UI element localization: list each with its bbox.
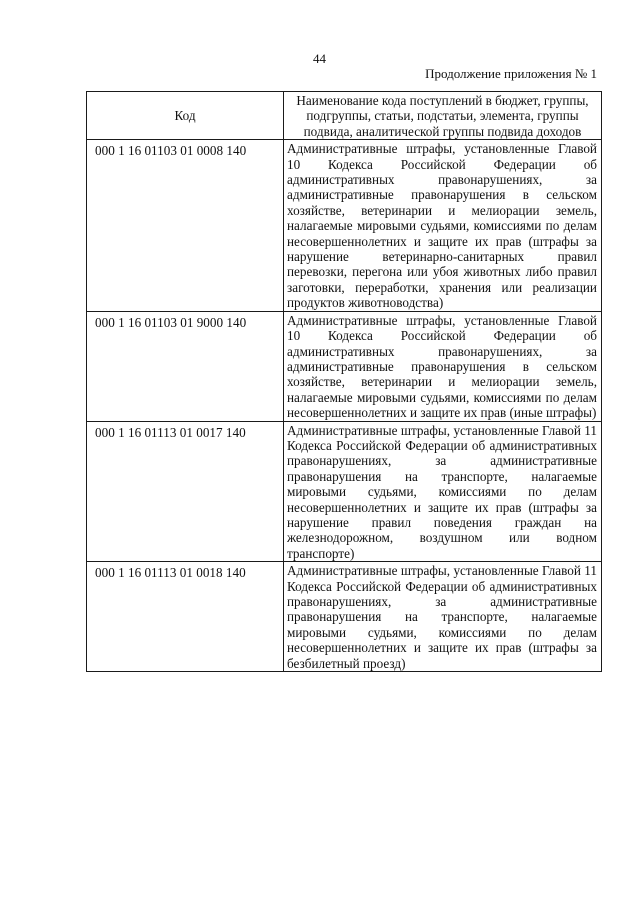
- appendix-continuation-note: Продолжение приложения № 1: [425, 66, 597, 81]
- row-code: 000 1 16 01103 01 9000 140: [87, 311, 284, 421]
- row-code: 000 1 16 01113 01 0017 140: [87, 421, 284, 562]
- table-row: [87, 140, 602, 311]
- header-name: Наименование кода поступлений в бюджет, группы, подгруппы, статьи, подстатьи, элемента, группы подвида, аналитической группы подвида доходов: [284, 92, 602, 140]
- row-code: 000 1 16 01113 01 0018 140: [87, 562, 284, 672]
- row-name: Административные штрафы, установленные Главой 10 Кодекса Российской Федерации об административных правонарушениях, за административные правонарушения в сельском хозяйстве, ветеринарии и мелиорации земель, налагаемые мировыми судьями, комиссиями по делам несовершеннолетних и защите их прав (штрафы за нарушение ветеринарно-санитарных правил перевозки, перегона или убоя животных либо правил заготовки, переработки, хранения или реализации продуктов животноводства): [284, 140, 602, 311]
- revenue-codes-table: [86, 91, 602, 672]
- row-code: 000 1 16 01103 01 0008 140: [87, 140, 284, 311]
- table-row: [87, 311, 602, 421]
- row-name: Административные штрафы, установленные Главой 11 Кодекса Российской Федерации об административных правонарушениях, за административные правонарушения на транспорте, налагаемые мировыми судьями, комиссиями по делам несовершеннолетних и защите их прав (штрафы за нарушение правил поведения граждан на железнодорожном, воздушном или водном транспорте): [284, 421, 602, 562]
- row-name: Административные штрафы, установленные Главой 11 Кодекса Российской Федерации об административных правонарушениях, за административные правонарушения на транспорте, налагаемые мировыми судьями, комиссиями по делам несовершеннолетних и защите их прав (штрафы за безбилетный проезд): [284, 562, 602, 672]
- page-number: 44: [313, 51, 326, 66]
- table-row: [87, 562, 602, 672]
- header-code: Код: [87, 92, 284, 140]
- table-row: [87, 421, 602, 562]
- row-name: Административные штрафы, установленные Главой 10 Кодекса Российской Федерации об административных правонарушениях, за административные правонарушения в сельском хозяйстве, ветеринарии и мелиорации земель, налагаемые мировыми судьями, комиссиями по делам несовершеннолетних и защите их прав (иные штрафы): [284, 311, 602, 421]
- table-header-row: [87, 92, 602, 140]
